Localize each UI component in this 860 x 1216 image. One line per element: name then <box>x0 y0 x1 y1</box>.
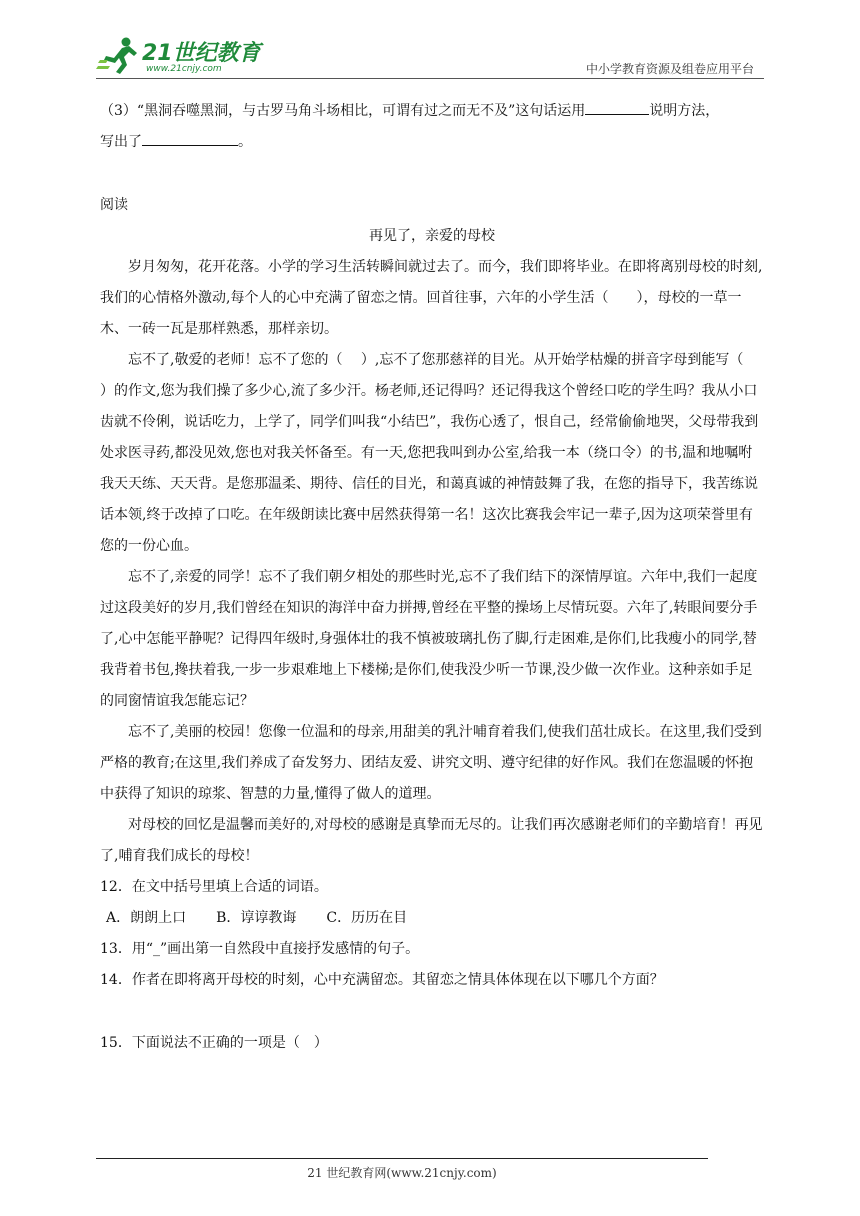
answer-blank[interactable] <box>585 100 649 115</box>
question-15: 15．下面说法不正确的一项是（ ） <box>100 1035 328 1051</box>
page-header <box>96 30 764 82</box>
question-3-cont <box>100 127 764 158</box>
question-3 <box>100 96 764 127</box>
choice-c[interactable]: C．历历在目 <box>326 910 408 926</box>
logo-url: www.21cnjy.com <box>146 64 222 74</box>
reading-label: 阅读 <box>100 197 128 213</box>
question-12-choices <box>100 903 764 934</box>
site-logo[interactable] <box>96 36 266 78</box>
choice-a[interactable]: A．朗朗上口 <box>106 910 187 926</box>
question-13: 13．用“_”画出第一自然段中直接抒发感情的句子。 <box>100 941 420 957</box>
spacer <box>100 158 764 190</box>
question-3-text-a: （3）“黑洞吞噬黑洞，与古罗马角斗场相比，可谓有过之而无不及”这句话运用 <box>100 103 586 119</box>
passage-title: 再见了，亲爱的母校 <box>369 228 495 244</box>
header-divider <box>96 78 764 79</box>
answer-blank[interactable] <box>142 131 238 146</box>
choice-b[interactable]: B．谆谆教诲 <box>216 910 297 926</box>
passage-paragraph: 忘不了,美丽的校园！您像一位温和的母亲,用甜美的乳汁哺育着我们,使我们茁壮成长。在这里,我们受到严格的教育;在这里,我们养成了奋发努力、团结友爱、讲究文明、遵守纪律的好作风。我们在您温暖的怀抱中获得了知识的琼浆、智慧的力量,懂得了做人的道理。 <box>100 724 762 802</box>
passage-paragraph: 对母校的回忆是温馨而美好的,对母校的感谢是真挚而无尽的。让我们再次感谢老师们的辛勤培育！再见了,哺育我们成长的母校！ <box>100 817 763 864</box>
question-3-text-d: 。 <box>238 134 252 150</box>
passage-paragraph: 忘不了,亲爱的同学！忘不了我们朝夕相处的那些时光,忘不了我们结下的深情厚谊。六年中,我们一起度过这段美好的岁月,我们曾经在知识的海洋中奋力拼搏,曾经在平整的操场上尽情玩耍。六年了,转眼间要分手了,心中怎能平静呢？记得四年级时,身强体壮的我不慎被玻璃扎伤了脚,行走困难,是你们,比我瘦小的同学,替我背着书包,搀扶着我,一步一步艰难地上下楼梯;是你们,使我没少听一节课,没少做一次作业。这种亲如手足的同窗情谊我怎能忘记？ <box>100 569 758 709</box>
question-12: 12．在文中括号里填上合适的词语。 <box>100 879 328 895</box>
logo-text: 21世纪教育 <box>142 41 261 66</box>
question-3-text-c: 写出了 <box>100 134 142 150</box>
footer-text[interactable]: 21 世纪教育网(www.21cnjy.com) <box>307 1166 497 1180</box>
passage-paragraph: 岁月匆匆，花开花落。小学的学习生活转瞬间就过去了。而今，我们即将毕业。在即将离别母校的时刻,我们的心情格外激动,每个人的心中充满了留恋之情。回首往事，六年的小学生活（ ），母校的一草一木、一砖一瓦是那样熟悉，那样亲切。 <box>100 259 763 337</box>
runner-logo-icon <box>96 36 140 76</box>
document-body <box>100 96 764 1059</box>
passage-paragraph: 忘不了,敬爱的老师！忘不了您的（ ）,忘不了您那慈祥的目光。从开始学枯燥的拼音字母到能写（ ）的作文,您为我们操了多少心,流了多少汗。杨老师,还记得吗？还记得我这个曾经口吃的学生吗？我从小口齿就不伶俐，说话吃力，上学了，同学们叫我“小结巴”，我伤心透了，恨自己，经常偷偷地哭，父母带我到处求医寻药,都没见效,您也对我关怀备至。有一天,您把我叫到办公室,给我一本（绕口令）的书,温和地嘱咐我天天练、天天背。是您那温柔、期待、信任的目光，和蔼真诚的神情鼓舞了我，在您的指导下，我苦练说话本领,终于改掉了口吃。在年级朗读比赛中居然获得第一名！这次比赛我会牢记一辈子,因为这项荣誉里有您的一份心血。 <box>100 352 762 554</box>
question-3-text-b: 说明方法， <box>649 103 720 119</box>
platform-name: 中小学教育资源及组卷应用平台 <box>585 62 754 76</box>
question-14: 14．作者在即将离开母校的时刻，心中充满留恋。其留恋之情具体体现在以下哪几个方面？ <box>100 972 664 988</box>
footer-divider <box>96 1158 708 1159</box>
spacer <box>100 996 764 1028</box>
